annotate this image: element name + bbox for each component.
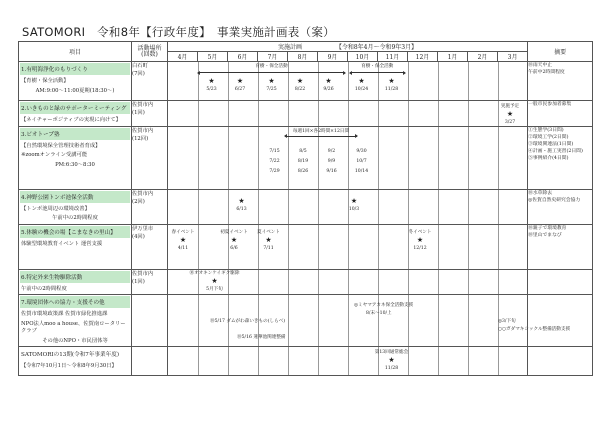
month-divider [198, 62, 199, 100]
place-count: (1回) [132, 278, 145, 285]
period-arrow [350, 72, 406, 73]
event-date: 11/28 [384, 366, 399, 371]
month-10: 1月 [438, 52, 468, 62]
event-star-icon: ★ [325, 77, 332, 85]
summary-line: 午前中2時間程度 [528, 70, 565, 76]
event-caption: 冬イベント [408, 229, 432, 235]
summary-cell [528, 295, 593, 347]
item-subtitle: NPO法人moo a house、佐賀南ロータリークラブ [21, 320, 126, 334]
header-plan-period: 【令和8年4月～令和9年3月】 [335, 44, 418, 51]
item-title: 5.体験の機会の場【こまなきの里山】 [20, 226, 130, 238]
schedule-body [19, 62, 593, 376]
event-caption: 夏イベント [257, 229, 280, 235]
month-1: 4月 [168, 52, 198, 62]
plan-cell [168, 224, 528, 269]
month-divider [348, 62, 349, 100]
item-subtitle: 【令和7年10月1日～令和8年9月30日】 [21, 363, 117, 369]
session-date: 7/22 [269, 158, 280, 164]
session-date: 9/16 [326, 168, 337, 174]
event-caption: 春イベント [171, 229, 195, 235]
header-summary: 摘要 [528, 42, 593, 62]
item-title: 7.環境団体への協力・支援その他 [20, 296, 130, 308]
item-title: 1.有明海浄化のもりづくり [20, 63, 130, 75]
row-r2 [19, 101, 593, 127]
month-divider [258, 347, 259, 375]
month-divider [468, 62, 469, 100]
month-divider [258, 127, 259, 189]
event-star-icon: ★ [388, 77, 395, 85]
event-date: 6/27 [234, 87, 246, 92]
item-cell [19, 101, 132, 127]
place-cell [132, 224, 168, 269]
event-star-icon: ★ [388, 356, 395, 364]
month-divider [378, 101, 379, 126]
summary-line: ⑩水草除去 [528, 190, 553, 196]
event-date: 11/28 [384, 87, 399, 92]
month-divider [198, 347, 199, 375]
event-star-icon: ★ [296, 77, 304, 85]
event-star-icon: ★ [265, 235, 272, 244]
row-r8 [19, 347, 593, 376]
month-divider [198, 225, 199, 269]
month-divider [498, 347, 499, 375]
plan-cell [168, 269, 528, 295]
place-name: 佐賀市内 [132, 190, 154, 197]
place-cell [132, 347, 168, 376]
event-star-icon: ★ [358, 77, 365, 85]
row-r7 [19, 295, 593, 347]
month-divider [378, 127, 379, 189]
event-date: 10/3 [348, 206, 360, 212]
summary-cell [528, 224, 593, 269]
period-label: 育樹・保全活動 [361, 64, 394, 69]
item-title: 4.神野公園トンボ池保全活動 [20, 191, 130, 203]
item-subtitle: AM:9:00～11:00夏期(18:30～) [35, 87, 115, 94]
item-subtitle: 【自然環境保全管理技術者育成】 [21, 142, 101, 149]
summary-cell [528, 269, 593, 295]
support-note: ◎3/下旬 [498, 319, 516, 324]
place-cell [132, 269, 168, 295]
plan-cell [168, 101, 528, 127]
month-divider [498, 101, 499, 126]
month-divider [438, 270, 439, 295]
place-cell [132, 295, 168, 347]
summary-cell [528, 347, 593, 376]
summary-line: ⑤事例紹介(4日間) [528, 156, 569, 162]
event-star-icon: ★ [350, 196, 358, 205]
month-divider [378, 225, 379, 269]
item-cell [19, 224, 132, 269]
event-date: 8/22 [294, 87, 306, 92]
month-divider [288, 101, 289, 126]
item-subtitle: 午前中の2時間程度 [52, 215, 98, 221]
month-divider [438, 295, 439, 346]
event-star-icon: ★ [416, 235, 424, 244]
event-date: 7/25 [266, 87, 277, 92]
summary-line: ④計画・施工実習(2日間) [528, 149, 583, 155]
header-plan-title: 実施計画 [277, 44, 302, 51]
summary-cell [528, 101, 593, 127]
month-divider [228, 347, 229, 375]
month-divider [498, 62, 499, 100]
month-divider [348, 347, 349, 375]
place-cell [132, 189, 168, 224]
place-name: 佐賀市内 [132, 102, 154, 108]
month-divider [348, 270, 349, 295]
month-divider [258, 190, 259, 224]
session-date: 10/7 [356, 158, 367, 164]
month-divider [288, 295, 289, 346]
month-divider [468, 101, 469, 126]
month-divider [288, 270, 289, 295]
event-caption: 第13回通常総会 [374, 350, 409, 355]
place-name: 佐賀市内 [132, 127, 154, 134]
support-note: ⑩5/17 ダムがわ森いきもの(しらべ) [210, 319, 286, 324]
month-divider [198, 101, 199, 126]
period-arrow [285, 136, 357, 137]
event-date: 6/13 [236, 206, 247, 212]
summary-line: ⑩親子で環境教育 [528, 225, 567, 231]
month-divider [408, 101, 409, 126]
month-divider [228, 127, 229, 189]
session-date: 8/5 [299, 148, 307, 154]
item-subtitle: ※zoomオンライン受講可能 [21, 152, 88, 158]
month-divider [318, 190, 319, 224]
item-subtitle: 【育樹・保全活動】 [21, 78, 69, 84]
event-date: 5/23 [206, 87, 217, 92]
place-name: 伊万里市 [132, 225, 154, 232]
item-title: SATOMORIの13期(令和7年事業年度) [21, 352, 120, 358]
month-divider [288, 347, 289, 375]
item-cell [19, 126, 132, 189]
month-12: 3月 [498, 52, 528, 62]
plan-cell [168, 347, 528, 376]
summary-line: ②環境工学(2日間) [528, 134, 569, 140]
plan-cell [168, 62, 528, 101]
summary-line: ◎佐賀自然史研究会協力 [528, 197, 581, 203]
session-date: 7/15 [269, 148, 280, 154]
event-star-icon: ★ [236, 77, 244, 85]
event-star-icon: ★ [506, 110, 514, 118]
month-divider [318, 62, 319, 100]
month-divider [318, 347, 319, 375]
month-5: 8月 [288, 52, 318, 62]
header-item: 項目 [19, 42, 132, 62]
month-divider [408, 190, 409, 224]
month-divider [378, 190, 379, 224]
month-9: 12月 [408, 52, 438, 62]
event-star-icon: ★ [238, 196, 245, 205]
support-note: 8/末～10/上 [366, 311, 392, 316]
row-r3 [19, 126, 593, 189]
month-6: 9月 [318, 52, 348, 62]
month-divider [348, 101, 349, 126]
month-divider [498, 190, 499, 224]
period-label: 毎週1回×各2時間×12日間 [292, 128, 350, 134]
place-cell [132, 101, 168, 127]
place-count: (4回) [132, 233, 145, 240]
row-r5 [19, 224, 593, 269]
event-star-icon: ★ [211, 276, 218, 285]
support-note: ○○ガダマキシックル整備活動支援 [498, 327, 571, 332]
summary-line: 一般市民参加者募集 [528, 102, 572, 107]
session-date: 9/2 [327, 148, 336, 154]
month-2: 5月 [198, 52, 228, 62]
month-divider [468, 270, 469, 295]
summary-cell [528, 62, 593, 101]
month-divider [468, 127, 469, 189]
month-divider [258, 270, 259, 295]
plan-cell [168, 126, 528, 189]
row-r4 [19, 189, 593, 224]
month-divider [288, 225, 289, 269]
session-date: 8/26 [297, 168, 309, 174]
month-divider [468, 295, 469, 346]
event-star-icon: ★ [268, 77, 275, 85]
item-title: 2.いきものと緑のサポーターミーティング [20, 102, 130, 114]
session-date: 8/19 [297, 158, 309, 164]
item-subtitle: 【トンボ池周辺の環境改善】 [21, 205, 90, 212]
item-cell [19, 189, 132, 224]
header-plan [168, 42, 528, 52]
month-divider [498, 225, 499, 269]
place-count: (1回) [132, 110, 145, 116]
item-cell [19, 62, 132, 101]
support-note: ⑩5/16 蓮華池関連整備 [237, 335, 286, 340]
place-name: 佐賀市内 [132, 270, 154, 277]
month-divider [198, 190, 199, 224]
item-subtitle: 午前中の2時間程度 [21, 285, 67, 292]
place-count: (12回) [132, 135, 149, 142]
row-r1 [19, 62, 593, 101]
item-title: 6.特定外来生物駆除活動 [20, 271, 130, 283]
summary-cell [528, 126, 593, 189]
month-divider [468, 347, 469, 375]
event-date: 6/6 [230, 245, 238, 251]
month-divider [378, 270, 379, 295]
summary-line: ⑩里山でまなび [528, 232, 562, 238]
event-date: 4/11 [177, 245, 189, 251]
month-divider [438, 225, 439, 269]
month-4: 7月 [258, 52, 288, 62]
month-7: 10月 [348, 52, 378, 62]
item-title: 3.ビオトープ塾 [20, 128, 130, 140]
month-divider [228, 190, 229, 224]
item-subtitle: 【ネイチャーポジティブの実現に向けて】 [21, 117, 121, 123]
month-divider [438, 190, 439, 224]
month-divider [228, 62, 229, 100]
session-date: 9/30 [356, 148, 367, 154]
item-subtitle: 佐賀市環境政策課 佐賀市緑化推進課 [21, 311, 108, 317]
event-caption: 実施予定 [500, 104, 520, 109]
place-name: 白石町 [132, 63, 148, 69]
month-divider [288, 190, 289, 224]
event-star-icon: ★ [179, 235, 187, 244]
event-date: 9/26 [323, 87, 334, 92]
item-cell [19, 295, 132, 347]
period-label: 育樹・保全活動 [255, 64, 288, 69]
summary-line: ⑩雨天中止 [528, 63, 553, 68]
event-caption: 初夏イベント [220, 229, 248, 235]
event-date: 5月下旬 [206, 286, 223, 292]
page-title: SATOMORI 令和8年【行政年度】 事業実施計画表（案） [22, 25, 335, 39]
month-divider [318, 225, 319, 269]
month-divider [318, 270, 319, 295]
summary-line: ①生態学(3日間) [528, 127, 564, 133]
event-date: 3/27 [504, 120, 516, 125]
session-date: 9/9 [327, 158, 336, 164]
month-divider [468, 190, 469, 224]
plan-cell [168, 189, 528, 224]
month-divider [288, 62, 289, 100]
month-divider [228, 101, 229, 126]
month-divider [438, 62, 439, 100]
event-date: 12/12 [413, 245, 427, 251]
month-divider [198, 127, 199, 189]
place-count: (2回) [132, 198, 145, 205]
support-note: ◎ミヤマアカネ保全活動支援 [354, 303, 414, 308]
month-divider [258, 101, 259, 126]
period-arrow [198, 72, 345, 73]
month-11: 2月 [468, 52, 498, 62]
month-divider [438, 101, 439, 126]
summary-line: ③環境関連法(1日間) [528, 141, 574, 147]
schedule-table [18, 41, 593, 376]
month-divider [408, 270, 409, 295]
month-divider [408, 127, 409, 189]
item-subtitle: PM:6:30～8:30 [55, 161, 95, 168]
item-cell [19, 269, 132, 295]
month-3: 6月 [228, 52, 258, 62]
month-divider [318, 101, 319, 126]
item-cell [19, 347, 132, 376]
item-subtitle: その他のNPO・市民団体等 [42, 337, 108, 344]
month-divider [498, 270, 499, 295]
event-star-icon: ★ [208, 77, 215, 85]
item-subtitle: 体験型環境教育イベント 運営支援 [21, 240, 103, 247]
month-divider [198, 295, 199, 346]
month-divider [468, 225, 469, 269]
event-caption: ⑩オオキンケイギク駆除 [189, 270, 240, 276]
month-divider [438, 347, 439, 375]
month-divider [348, 295, 349, 346]
session-date: 7/29 [269, 168, 280, 174]
month-divider [348, 225, 349, 269]
row-r6 [19, 269, 593, 295]
event-star-icon: ★ [230, 235, 238, 244]
place-count: (7回) [132, 71, 145, 77]
summary-cell [528, 189, 593, 224]
month-divider [498, 127, 499, 189]
plan-cell [168, 295, 571, 347]
month-divider [318, 295, 319, 346]
event-date: 7/11 [263, 245, 274, 251]
month-8: 11月 [378, 52, 408, 62]
place-cell [132, 126, 168, 189]
place-cell [132, 62, 168, 101]
month-divider [408, 62, 409, 100]
month-divider [438, 127, 439, 189]
session-date: 10/14 [354, 168, 369, 174]
event-date: 10/24 [354, 87, 369, 92]
header-place: 活動場所 (回数) [132, 42, 168, 62]
